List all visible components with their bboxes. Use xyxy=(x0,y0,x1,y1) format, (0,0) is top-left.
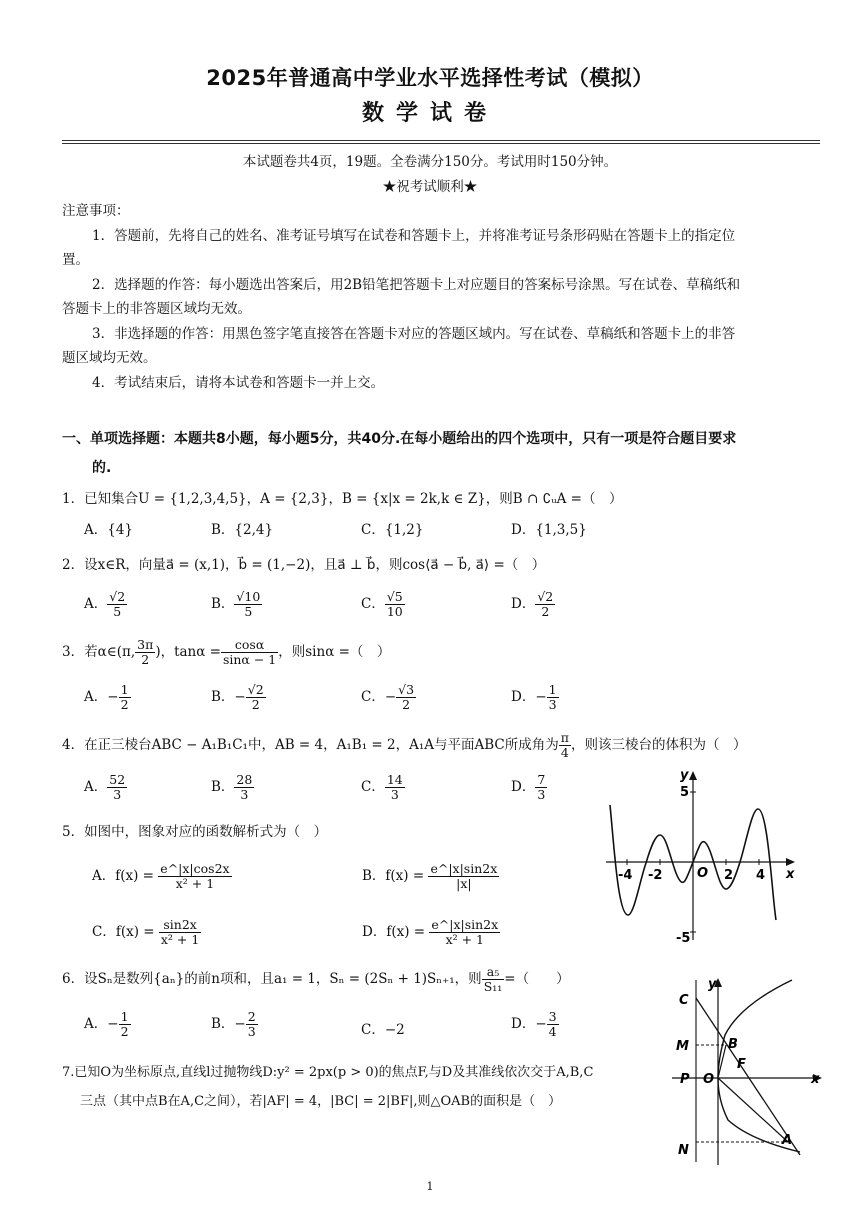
q2-c-label: C． xyxy=(361,596,385,612)
q6-stem: 6．设Sₙ是数列{aₙ}的前n项和，且a₁ = 1，Sₙ = (2Sₙ + 1)Sₙ₊₁，则 $\frac{\text{a₅}}{\text{S₁₁}}$ =（ ） xyxy=(62,964,570,994)
q1-option-b: B．{2,4} xyxy=(211,522,274,538)
q2-stem: 2．设x∈R，向量a⃗ = (x,1)，b⃗ = (1,−2)，且a⃗ ⊥ b⃗，则cos⟨a⃗ − b⃗, a⃗⟩ =（ ） xyxy=(62,557,546,573)
q1-option-c: C．{1,2} xyxy=(361,522,424,538)
q6-b-fraction: $\frac{2}{3}$ xyxy=(247,1009,256,1039)
q3-a-fraction: $\frac{1}{2}$ xyxy=(120,682,129,712)
point-P-label: P xyxy=(680,1072,690,1087)
q5-d-fraction: $\frac{e\^{}|x|\sin 2x}{\text{x² + 1}}$ xyxy=(431,917,499,947)
q4-option-a: A． $\frac{52}{3}$ xyxy=(84,772,126,802)
note-1-line1: 1．答题前，先将自己的姓名、准考证号填写在试卷和答题卡上，并将准考证号条形码贴在答题卡上的指定位 xyxy=(92,228,736,244)
point-O-label: O xyxy=(703,1072,715,1087)
q3-option-d: D．− $\frac{1}{3}$ xyxy=(511,682,557,712)
point-M-label: M xyxy=(676,1039,689,1054)
exam-info: 本试题卷共4页，19题。全卷满分150分。考试用时150分钟。 xyxy=(242,154,618,170)
q2-d-fraction: $\frac{√2}{2}$ xyxy=(537,589,554,619)
q4-c-fraction: $\frac{14}{3}$ xyxy=(386,772,403,802)
q4-stem: 4．在正三棱台ABC − A₁B₁C₁中，AB = 4，A₁B₁ = 2，A₁A与平面ABC所成角为 $\frac{\pi}{4}$ ，则该三棱台的体积为（ ） xyxy=(62,730,747,760)
note-3-line1: 3．非选择题的作答：用黑色签字笔直接答在答题卡对应的答题区域内。写在试卷、草稿纸和答题卡上的非答 xyxy=(92,326,736,342)
note-4: 4．考试结束后，请将本试卷和答题卡一并上交。 xyxy=(92,375,385,391)
q5-b-fraction: $\frac{e\^{}|x|\sin 2x}{|x|}$ xyxy=(430,861,498,891)
q2-d-label: D． xyxy=(511,596,536,612)
q1-stem: 1．已知集合U = {1,2,3,4,5}，A = {2,3}，B = {x|x = 2k,k ∈ Z}，则B ∩ ∁ᵤA =（ ） xyxy=(62,491,623,507)
x-axis-arrow xyxy=(786,858,795,866)
q3-d-fraction: $\frac{1}{3}$ xyxy=(548,682,557,712)
q6-option-c: C．−2 xyxy=(361,1022,405,1038)
point-N-label: N xyxy=(678,1143,689,1158)
section-1-heading: 一、单项选择题：本题共8小题，每小题5分，共40分.在每小题给出的四个选项中，只有一项是符合题目要求 xyxy=(62,431,737,447)
segment-OA xyxy=(718,1078,788,1142)
q5-stem: 5．如图中，图象对应的函数解析式为（ ） xyxy=(62,824,328,840)
q5-function-graph xyxy=(600,765,800,945)
tick-label-neg4: -4 xyxy=(618,868,633,883)
y-axis-label: y xyxy=(708,977,717,992)
q6-option-d: D．− $\frac{3}{4}$ xyxy=(511,1009,557,1039)
note-3-line2: 题区域均无效。 xyxy=(62,350,157,366)
q4-a-fraction: $\frac{52}{3}$ xyxy=(109,772,126,802)
q2-option-b xyxy=(211,590,262,619)
q3-option-c: C．− $\frac{√3}{2}$ xyxy=(361,682,415,712)
point-C-label: C xyxy=(679,993,689,1008)
q3-c-fraction: $\frac{√3}{2}$ xyxy=(398,682,415,712)
note-2-line1: 2．选择题的作答：每小题选出答案后，用2B铅笔把答题卡上对应题目的答案标号涂黑。写在试卷、草稿纸和 xyxy=(92,277,741,293)
point-A-label: A xyxy=(782,1133,793,1148)
q4-option-b: B． $\frac{28}{3}$ xyxy=(211,772,253,802)
exam-title: 2025年普通高中学业水平选择性考试（模拟） xyxy=(206,66,654,90)
q6-ratio-fraction: $\frac{\text{a₅}}{\text{S₁₁}}$ xyxy=(483,964,503,994)
point-F-label: F xyxy=(737,1057,746,1072)
q2-c-fraction: $\frac{√5}{10}$ xyxy=(386,589,403,619)
q4-d-fraction: $\frac{7}{3}$ xyxy=(537,772,546,802)
notes-heading: 注意事项： xyxy=(62,203,130,219)
q2-option-c xyxy=(361,590,405,619)
q7-stem-line1: 7.已知O为坐标原点,直线l过抛物线D:y² = 2px(p > 0)的焦点F,与D及其准线依次交于A,B,C xyxy=(62,1065,594,1080)
origin-label: O xyxy=(697,866,709,881)
q4-angle-fraction: $\frac{\pi}{4}$ xyxy=(560,730,569,760)
q5-option-d: D．f(x) = $\frac{e\^{}|x|\sin 2x}{\text{x² + 1}}$ xyxy=(362,917,499,947)
header-divider-bottom xyxy=(62,143,820,144)
tick-label-5: 5 xyxy=(680,785,690,800)
x-axis-label: x xyxy=(811,1072,820,1087)
q7-stem-line2: 三点（其中点B在A,C之间），若|AF| = 4，|BC| = 2|BF|,则△OAB的面积是（ ） xyxy=(80,1094,562,1109)
q6-option-b: B．− $\frac{2}{3}$ xyxy=(211,1009,256,1039)
header-divider-top xyxy=(62,140,820,141)
q5-a-fraction: $\frac{e\^{}|x|\cos 2x}{\text{x² + 1}}$ xyxy=(160,861,230,891)
q5-option-a: A．f(x) = $\frac{e\^{}|x|\cos 2x}{\text{x² + 1}}$ xyxy=(92,861,230,891)
q2-b-fraction: $\frac{√10}{5}$ xyxy=(236,589,261,619)
q4-option-d: D． $\frac{7}{3}$ xyxy=(511,772,546,802)
q2-a-fraction: $\frac{√2}{5}$ xyxy=(109,589,126,619)
q2-option-d xyxy=(511,590,555,619)
q3-option-a: A．− $\frac{1}{2}$ xyxy=(84,682,129,712)
q5-option-c: C．f(x) = $\frac{\sin 2x}{\text{x² + 1}}$ xyxy=(92,917,200,947)
q5-c-fraction: $\frac{\sin 2x}{\text{x² + 1}}$ xyxy=(160,917,200,947)
q2-a-label: A． xyxy=(84,596,108,612)
y-axis-label: y xyxy=(680,768,689,783)
exam-wish: ★祝考试顺利★ xyxy=(382,179,478,195)
y-axis-arrow xyxy=(689,771,697,780)
q6-a-fraction: $\frac{1}{2}$ xyxy=(120,1009,129,1039)
tick-label-4: 4 xyxy=(756,868,766,883)
parabola-curve xyxy=(718,980,800,1152)
q4-option-c: C． $\frac{14}{3}$ xyxy=(361,772,403,802)
q3-option-b: B．− $\frac{√2}{2}$ xyxy=(211,682,264,712)
q6-d-fraction: $\frac{3}{4}$ xyxy=(548,1009,557,1039)
q6-option-a: A．− $\frac{1}{2}$ xyxy=(84,1009,129,1039)
tick-label-neg5: -5 xyxy=(676,931,691,945)
q1-option-d: D．{1,3,5} xyxy=(511,522,587,538)
q2-b-label: B． xyxy=(211,596,235,612)
q3-tan-fraction: $\frac{\cos\alpha}{\sin\alpha - 1}$ xyxy=(222,637,277,667)
q3-b-fraction: $\frac{√2}{2}$ xyxy=(247,682,264,712)
x-axis-label: x xyxy=(786,867,795,882)
q5-option-b: B．f(x) = $\frac{e\^{}|x|\sin 2x}{|x|}$ xyxy=(362,861,498,891)
page-number: 1 xyxy=(426,1180,434,1193)
note-2-line2: 答题卡上的非答题区域均无效。 xyxy=(62,301,251,317)
q2-option-a xyxy=(84,590,127,619)
section-1-heading-cont: 的. xyxy=(92,460,112,476)
q3-stem: 3．若α∈(π, $\frac{3\pi}{2}$ )，tanα = $\frac{\cos\alpha}{\sin\alpha - 1}$ ，则sinα =（ ） xyxy=(62,637,391,667)
tick-label-2: 2 xyxy=(724,868,734,883)
point-B-label: B xyxy=(728,1037,738,1052)
q7-parabola-diagram xyxy=(670,970,830,1170)
q1-option-a: A．{4} xyxy=(84,522,134,538)
note-1-line2: 置。 xyxy=(62,252,89,268)
q4-b-fraction: $\frac{28}{3}$ xyxy=(236,772,253,802)
subject-title: 数学试卷 xyxy=(361,101,498,126)
q3-interval-fraction: $\frac{3\pi}{2}$ xyxy=(137,637,154,667)
tick-label-neg2: -2 xyxy=(648,868,663,883)
